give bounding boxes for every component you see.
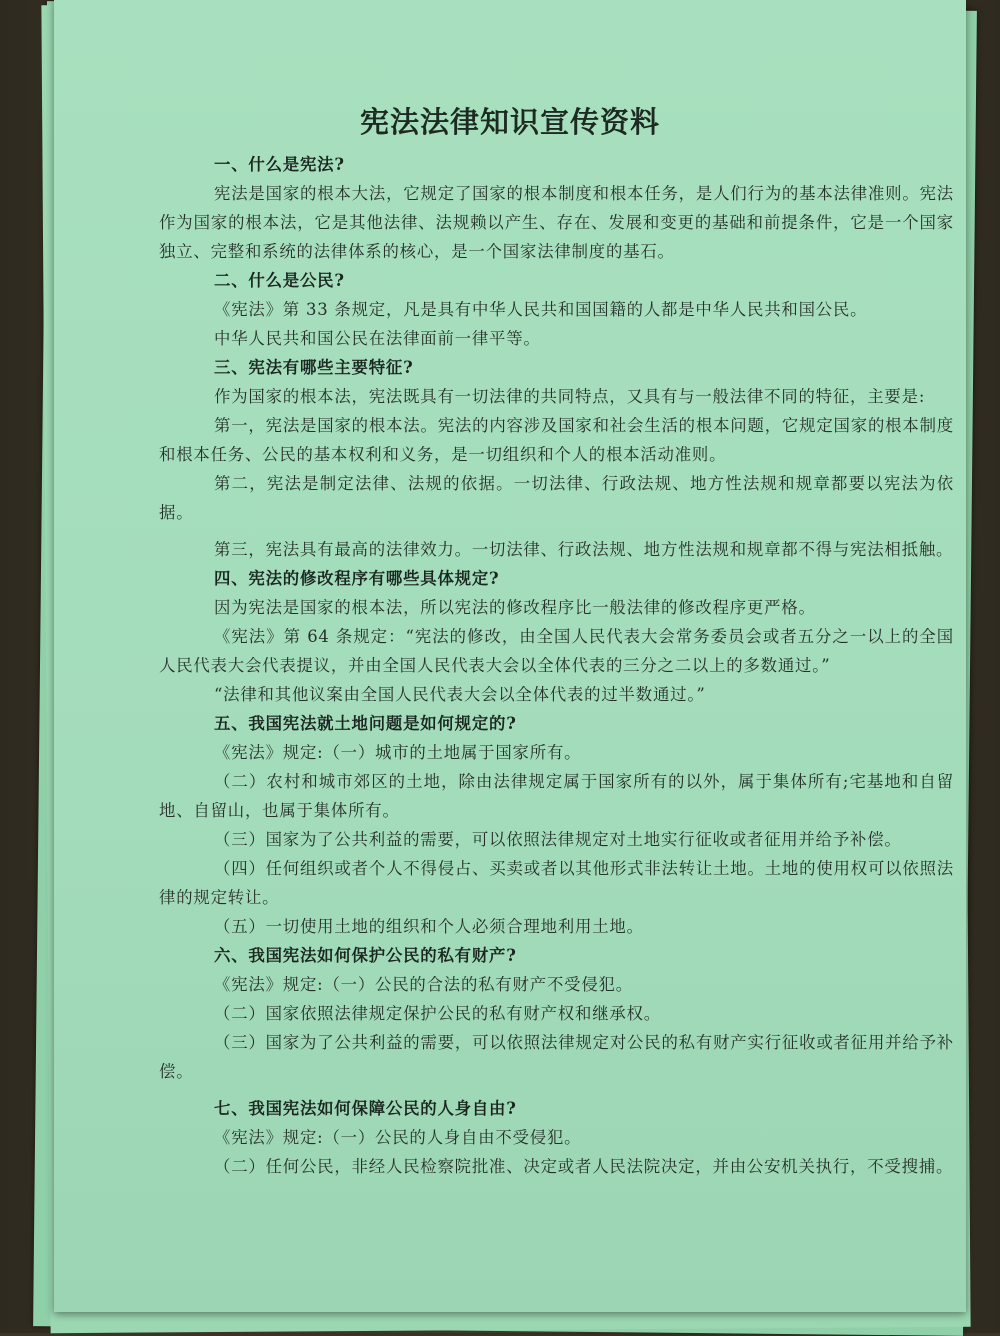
body-paragraph: （五）一切使用土地的组织和个人必须合理地利用土地。 xyxy=(214,917,644,936)
body-paragraph: 《宪法》规定:（一）公民的人身自由不受侵犯。 xyxy=(214,1128,582,1147)
body-paragraph: （二）国家依照法律规定保护公民的私有财产权和继承权。 xyxy=(214,1004,661,1023)
body-paragraph: 第一，宪法是国家的根本法。宪法的内容涉及国家和社会生活的根本问题，它规定国家的根本制度和根本任务、公民的基本权利和义务，是一切组织和个人的根本活动准则。 xyxy=(159,416,954,464)
body-paragraph: 第三，宪法具有最高的法律效力。一切法律、行政法规、地方性法规和规章都不得与宪法相抵触。 xyxy=(214,540,954,559)
body-paragraph: 宪法是国家的根本大法，它规定了国家的根本制度和根本任务，是人们行为的基本法律准则。宪法作为国家的根本法，它是其他法律、法规赖以产生、存在、发展和变更的基础和前提条件，它是一个国家独立、完整和系统的法律体系的核心，是一个国家法律制度的基石。 xyxy=(159,184,954,261)
body-paragraph: （四）任何组织或者个人不得侵占、买卖或者以其他形式非法转让土地。土地的使用权可以依照法律的规定转让。 xyxy=(159,859,954,907)
section-heading: 三、宪法有哪些主要特征? xyxy=(214,358,414,377)
body-paragraph: 中华人民共和国公民在法律面前一律平等。 xyxy=(214,329,541,348)
section-heading: 六、我国宪法如何保护公民的私有财产? xyxy=(214,946,517,965)
body-paragraph: （二）农村和城市郊区的土地，除由法律规定属于国家所有的以外，属于集体所有;宅基地和自留地、自留山，也属于集体所有。 xyxy=(159,772,954,820)
section-heading: 一、什么是宪法? xyxy=(214,155,345,174)
document-title: 宪法法律知识宣传资料 xyxy=(359,105,660,139)
body-paragraph: （二）任何公民，非经人民检察院批准、决定或者人民法院决定，并由公安机关执行，不受搜捕。 xyxy=(214,1157,954,1176)
section-heading: 七、我国宪法如何保障公民的人身自由? xyxy=(214,1099,517,1118)
body-paragraph: “法律和其他议案由全国人民代表大会以全体代表的过半数通过。” xyxy=(214,685,706,704)
body-paragraph: 《宪法》第 64 条规定：“宪法的修改，由全国人民代表大会常务委员会或者五分之一以上的全国人民代表大会代表提议，并由全国人民代表大会以全体代表的三分之二以上的多数通过。” xyxy=(159,627,954,675)
document-body xyxy=(159,150,954,1181)
body-paragraph: （三）国家为了公共利益的需要，可以依照法律规定对公民的私有财产实行征收或者征用并给予补偿。 xyxy=(159,1033,954,1081)
body-paragraph: 《宪法》第 33 条规定，凡是具有中华人民共和国国籍的人都是中华人民共和国公民。 xyxy=(214,300,868,319)
section-heading: 四、宪法的修改程序有哪些具体规定? xyxy=(214,569,500,588)
body-paragraph: （三）国家为了公共利益的需要，可以依照法律规定对土地实行征收或者征用并给予补偿。 xyxy=(214,830,902,849)
body-paragraph: 《宪法》规定:（一）城市的土地属于国家所有。 xyxy=(214,743,582,762)
body-paragraph: 第二，宪法是制定法律、法规的依据。一切法律、行政法规、地方性法规和规章都要以宪法为依据。 xyxy=(159,474,954,522)
document-page xyxy=(54,0,966,1312)
body-paragraph: 作为国家的根本法，宪法既具有一切法律的共同特点，又具有与一般法律不同的特征，主要是: xyxy=(214,387,926,406)
body-paragraph: 因为宪法是国家的根本法，所以宪法的修改程序比一般法律的修改程序更严格。 xyxy=(214,598,816,617)
section-heading: 二、什么是公民? xyxy=(214,271,345,290)
body-paragraph: 《宪法》规定:（一）公民的合法的私有财产不受侵犯。 xyxy=(214,975,633,994)
section-heading: 五、我国宪法就土地问题是如何规定的? xyxy=(214,714,517,733)
